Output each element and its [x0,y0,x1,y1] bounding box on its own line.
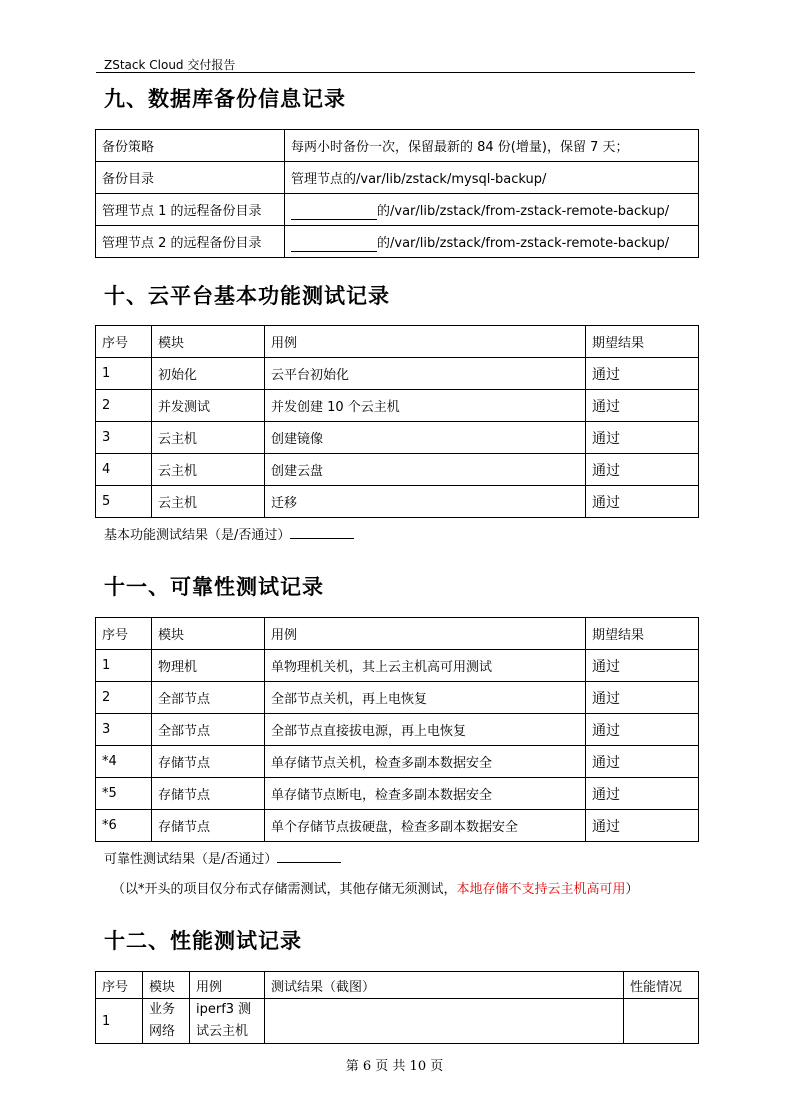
table-row: 1 物理机 单物理机关机，其上云主机高可用测试 通过 [96,650,699,682]
table-row [96,226,699,258]
table-row: 1 业务 网络 iperf3 测 试云主机 [96,999,699,1044]
table-row: 5 云主机 迁移 通过 [96,486,699,518]
column-header: 用例 [265,326,586,358]
column-header: 模块 [143,972,190,999]
backup-label: 备份策略 [96,130,285,162]
table-row: 1 初始化 云平台初始化 通过 [96,358,699,390]
table-row: 3 全部节点 全部节点直接拔电源，再上电恢复 通过 [96,714,699,746]
backup-value: 的/var/lib/zstack/from-zstack-remote-backup/ [285,194,699,226]
table-row [96,194,699,226]
function-section-heading: 十、云平台基本功能测试记录 [104,284,390,308]
report-header: ZStack Cloud 交付报告 [104,58,236,72]
backup-section-heading: 九、数据库备份信息记录 [104,87,346,111]
column-header: 期望结果 [586,618,699,650]
table-row: 3 云主机 创建镜像 通过 [96,422,699,454]
column-header: 期望结果 [586,326,699,358]
reliability-result-line: 可靠性测试结果（是/否通过） [104,848,341,867]
note-warning-text: 本地存储不支持云主机高可用 [456,882,626,897]
reliability-test-table [95,617,699,842]
result-blank[interactable] [277,850,341,863]
backup-value: 的/var/lib/zstack/from-zstack-remote-backup/ [285,226,699,258]
perf-cell[interactable] [624,999,699,1044]
blank-line [291,236,377,252]
column-header: 序号 [96,618,152,650]
header-rule [96,72,695,73]
table-row: *4 存储节点 单存储节点关机，检查多副本数据安全 通过 [96,746,699,778]
reliability-section-heading: 十一、可靠性测试记录 [104,575,324,599]
performance-section-heading: 十二、性能测试记录 [104,929,302,953]
backup-label: 管理节点 2 的远程备份目录 [96,226,285,258]
column-header: 用例 [265,618,586,650]
column-header: 模块 [152,618,265,650]
column-header: 模块 [152,326,265,358]
performance-test-table [95,971,699,1044]
column-header: 序号 [96,326,152,358]
backup-label: 备份目录 [96,162,285,194]
table-header-row [96,618,699,650]
table-row: 2 并发测试 并发创建 10 个云主机 通过 [96,390,699,422]
page-footer: 第 6 页 共 10 页 [345,1059,444,1074]
backup-value: 每两小时备份一次，保留最新的 84 份(增量)，保留 7 天； [285,130,699,162]
table-row: *6 存储节点 单个存储节点拔硬盘，检查多副本数据安全 通过 [96,810,699,842]
table-row [96,130,699,162]
column-header: 测试结果（截图） [265,972,624,999]
table-row [96,162,699,194]
column-header: 用例 [190,972,265,999]
backup-table [95,129,699,258]
column-header: 性能情况 [624,972,699,999]
table-row: 4 云主机 创建云盘 通过 [96,454,699,486]
backup-label: 管理节点 1 的远程备份目录 [96,194,285,226]
table-header-row [96,972,699,999]
backup-value: 管理节点的/var/lib/zstack/mysql-backup/ [285,162,699,194]
screenshot-cell[interactable] [265,999,624,1044]
table-row: 2 全部节点 全部节点关机，再上电恢复 通过 [96,682,699,714]
reliability-note: （以*开头的项目仅分布式存储需测试，其他存储无须测试，本地存储不支持云主机高可用） [112,882,639,897]
function-test-table [95,325,699,518]
table-row: *5 存储节点 单存储节点断电，检查多副本数据安全 通过 [96,778,699,810]
table-header-row [96,326,699,358]
function-result-line: 基本功能测试结果（是/否通过） [104,524,354,543]
blank-line [291,204,377,220]
column-header: 序号 [96,972,143,999]
result-blank[interactable] [290,526,354,539]
